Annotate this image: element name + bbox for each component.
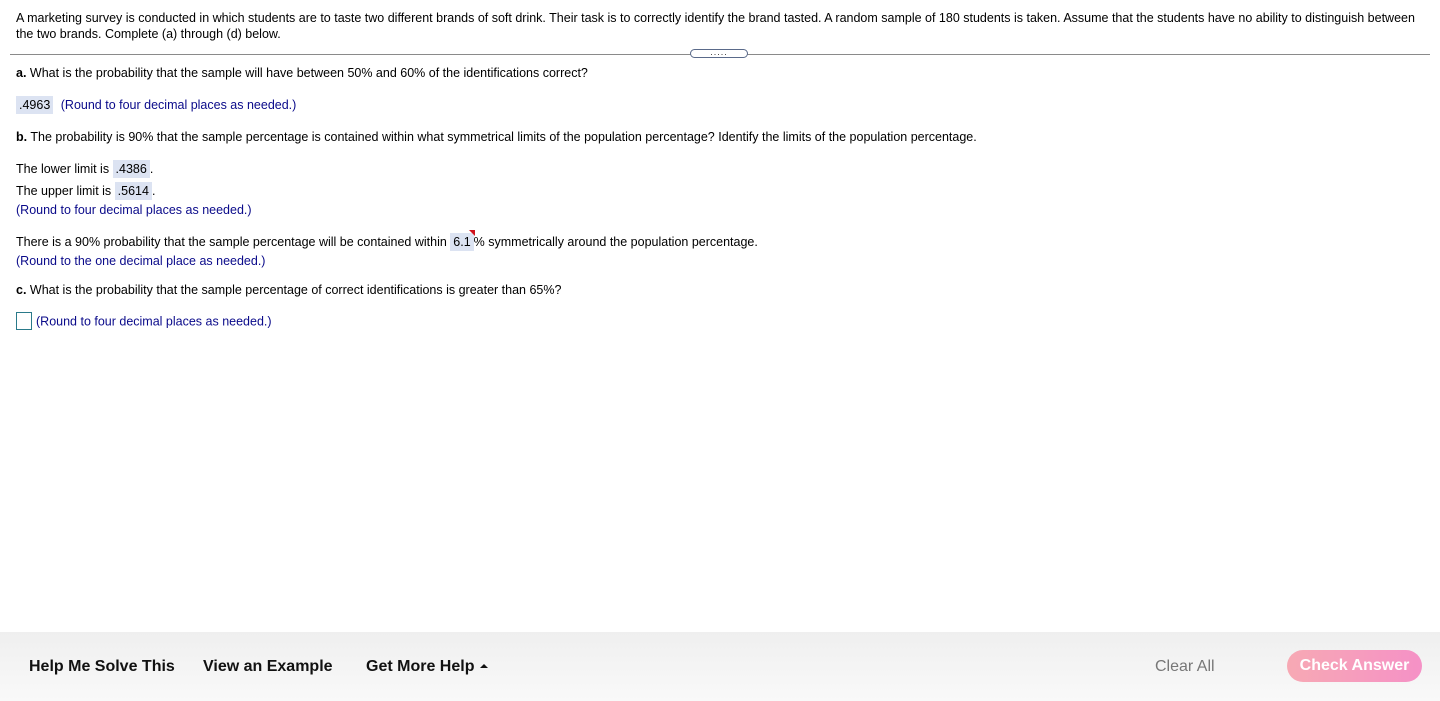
lower-limit-row (16, 160, 153, 178)
upper-limit-answer-field[interactable]: .5614 (115, 182, 152, 200)
within-prefix: There is a 90% probability that the sample percentage will be contained within (16, 235, 451, 249)
upper-limit-row (16, 182, 155, 200)
get-more-help-label: Get More Help (366, 658, 475, 675)
within-answer-field[interactable] (450, 233, 473, 251)
within-answer-value: 6.1 (453, 235, 471, 249)
part-b-limits-hint: (Round to four decimal places as needed.) (16, 203, 252, 217)
question-intro: A marketing survey is conducted in which students are to taste two different brands of soft drink. Their task is to correctly identify the brand tasted. A random sample of 180 students is taken. Assume that the students have no ability to distinguish between the two brands. Complete (a) through (d) below. (16, 11, 1415, 41)
part-c-label: c. (16, 283, 27, 297)
part-c-text: What is the probability that the sample percentage of correct identifications is greater than 65%? (26, 283, 562, 297)
part-b-text: The probability is 90% that the sample percentage is contained within what symmetrical limits of the population percentage? Identify the limits of the population percentage. (27, 130, 977, 144)
within-suffix: % symmetrically around the population percentage. (473, 235, 758, 249)
get-more-help-button[interactable] (366, 658, 488, 676)
caret-up-icon (480, 664, 488, 668)
help-me-solve-this-button[interactable]: Help Me Solve This (29, 658, 175, 675)
within-hint: (Round to the one decimal place as needed.) (16, 254, 266, 268)
within-row (16, 233, 758, 251)
part-a-answer-field[interactable]: .4963 (16, 96, 53, 114)
clear-all-button[interactable]: Clear All (1155, 658, 1215, 675)
expand-toggle-button[interactable]: ..... (690, 49, 748, 58)
upper-limit-period: . (151, 184, 156, 198)
part-c-answer-input[interactable] (16, 312, 32, 330)
part-b-question (16, 129, 977, 145)
part-a-text: What is the probability that the sample will have between 50% and 60% of the identifications correct? (26, 66, 588, 80)
part-b-label: b. (16, 130, 28, 144)
part-a-hint: (Round to four decimal places as needed.) (60, 98, 297, 112)
lower-limit-label: The lower limit is (16, 162, 113, 176)
view-an-example-button[interactable]: View an Example (203, 658, 333, 675)
lower-limit-answer-field[interactable]: .4386 (113, 160, 150, 178)
part-a-label: a. (16, 66, 27, 80)
part-c-hint: (Round to four decimal places as needed.) (36, 314, 272, 329)
check-answer-button[interactable]: Check Answer (1287, 650, 1422, 682)
footer-toolbar (0, 632, 1440, 701)
part-c-answer-row (16, 313, 272, 331)
part-a-question (16, 65, 588, 81)
part-a-answer-row (16, 96, 296, 114)
part-c-question (16, 282, 561, 298)
lower-limit-period: . (149, 162, 154, 176)
upper-limit-label: The upper limit is (16, 184, 115, 198)
incorrect-flag-icon (469, 230, 475, 236)
